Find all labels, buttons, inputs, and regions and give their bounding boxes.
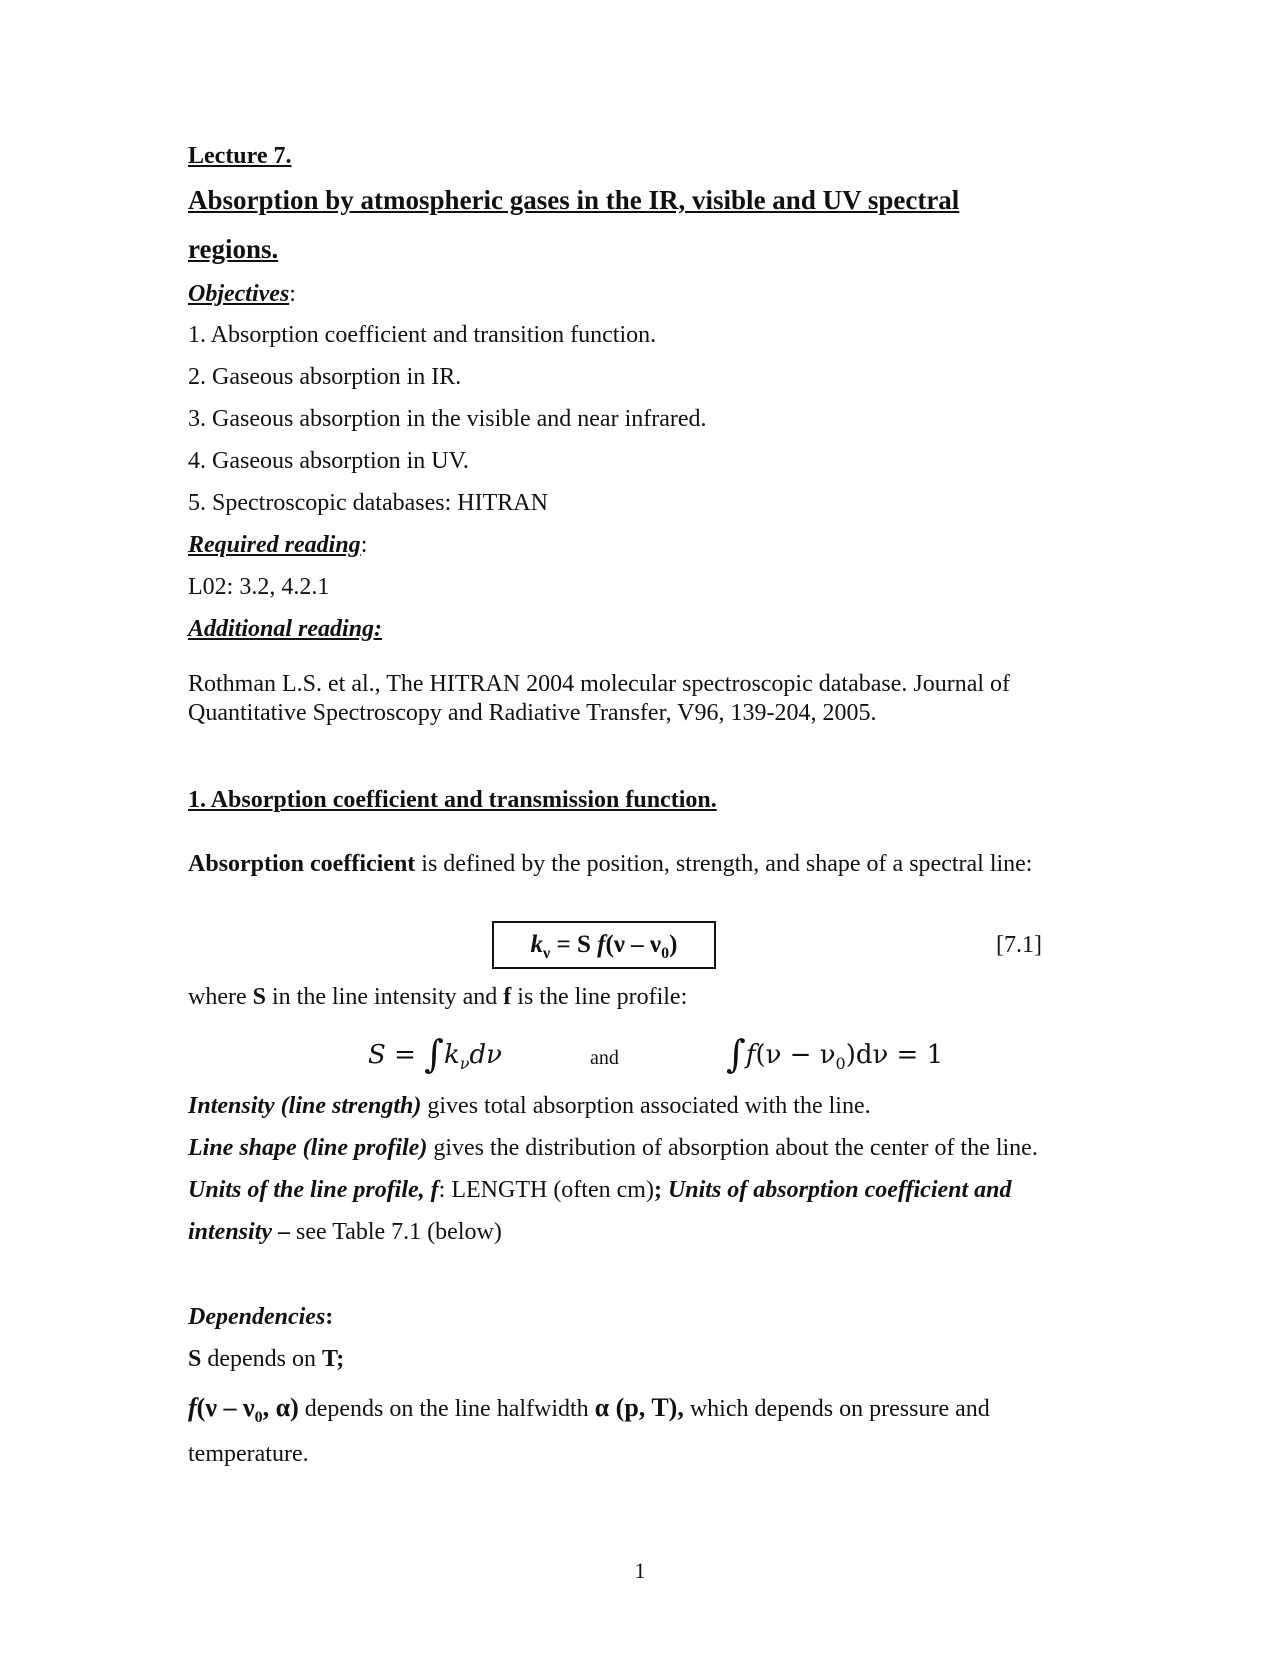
- units-rest-2: see Table 7.1 (below): [290, 1219, 502, 1245]
- units-semicolon: ;: [653, 1177, 662, 1203]
- additional-reading-text: Rothman L.S. et al., The HITRAN 2004 molecular spectroscopic database. Journal of Quantitative Spectroscopy and Radiative Transfer, V96, 139-204, 2005.: [188, 671, 1011, 726]
- eq-arg: (ν – ν: [605, 931, 662, 958]
- page-title-line2: regions.: [188, 234, 279, 264]
- intensity-line: [188, 1092, 871, 1121]
- norm-arg: (ν − ν: [755, 1040, 836, 1070]
- equation-and: and: [590, 1047, 619, 1069]
- eqS-sub: ν: [459, 1054, 470, 1074]
- objective-item: 5. Spectroscopic databases: HITRAN: [188, 490, 548, 516]
- equation-S: [368, 1032, 502, 1078]
- dependencies-colon: :: [325, 1304, 334, 1330]
- intensity-term-2: intensity: [188, 1219, 273, 1245]
- eqS-k: k: [443, 1040, 460, 1070]
- page-title-line1: Absorption by atmospheric gases in the IR, visible and UV spectral: [188, 185, 960, 215]
- equation-7-1: [492, 921, 716, 969]
- page-number: 1: [634, 1558, 646, 1583]
- absorption-definition: [188, 850, 1032, 879]
- units-term-1: Units of the line profile, f: [188, 1177, 439, 1203]
- objective-item: 1. Absorption coefficient and transition function.: [188, 322, 657, 348]
- additional-reading-heading: Additional reading:: [188, 616, 383, 642]
- integral-icon: ∫: [726, 1032, 746, 1076]
- units-rest-1: : LENGTH (often cm): [438, 1177, 654, 1203]
- eq-k-sub: ν: [543, 945, 551, 962]
- f-rest: which depends on pressure and: [683, 1396, 990, 1422]
- where-p2: in the line intensity and: [266, 984, 504, 1010]
- f-term: f: [188, 1393, 197, 1422]
- units-dash: –: [272, 1219, 291, 1245]
- eq-arg-sub: 0: [661, 945, 670, 962]
- objectives-heading: Objectives: [188, 281, 290, 307]
- s-term: S: [188, 1346, 202, 1372]
- eq-close: ): [669, 931, 678, 958]
- line-shape-line: [188, 1134, 1038, 1163]
- s-depends-line: [188, 1345, 344, 1374]
- dependencies-term: Dependencies: [188, 1304, 326, 1330]
- where-p3: is the line profile:: [511, 984, 688, 1010]
- equation-label: [7.1]: [996, 932, 1042, 958]
- norm-f: f: [745, 1040, 756, 1070]
- equation-normalization: [726, 1032, 943, 1078]
- units-line-2: [188, 1218, 502, 1247]
- section1-heading: 1. Absorption coefficient and transmission function.: [188, 787, 717, 813]
- intensity-term: Intensity (line strength): [188, 1093, 422, 1119]
- eq-k: k: [530, 931, 544, 958]
- units-term-2: Units of absorption coefficient and: [661, 1177, 1012, 1203]
- eq-f: f: [597, 931, 606, 958]
- required-reading-heading: Required reading: [188, 532, 361, 558]
- norm-sub: 0: [835, 1054, 846, 1074]
- f-sub: 0: [254, 1408, 263, 1426]
- objective-item: 4. Gaseous absorption in UV.: [188, 448, 469, 474]
- norm-rest: )dν = 1: [845, 1040, 944, 1070]
- objectives-heading-row: Objectives:: [188, 281, 296, 307]
- f-args: (ν – ν: [196, 1393, 255, 1422]
- f-mid: depends on the line halfwidth: [298, 1396, 595, 1422]
- alpha-term: α (p, T),: [594, 1393, 684, 1422]
- intensity-rest: gives total absorption associated with the line.: [421, 1093, 871, 1119]
- objective-item: 2. Gaseous absorption in IR.: [188, 364, 462, 390]
- absorption-coefficient-term: Absorption coefficient: [188, 851, 416, 877]
- lecture-label: Lecture 7.: [188, 143, 292, 169]
- where-S: S: [252, 984, 266, 1010]
- s-mid: depends on: [201, 1346, 323, 1372]
- where-f: f: [503, 984, 512, 1010]
- line-shape-rest: gives the distribution of absorption about the center of the line.: [427, 1135, 1038, 1161]
- absorption-definition-rest: is defined by the position, strength, and shape of a spectral line:: [415, 851, 1033, 877]
- eqS-lhs: S =: [368, 1040, 425, 1070]
- required-reading-heading-row: Required reading:: [188, 532, 368, 558]
- required-reading-text: L02: 3.2, 4.2.1: [188, 574, 330, 600]
- dependencies-heading: [188, 1303, 333, 1332]
- integral-icon: ∫: [424, 1032, 444, 1076]
- f-args2: , α): [262, 1393, 299, 1422]
- units-line-1: [188, 1176, 1012, 1205]
- line-shape-term: Line shape (line profile): [188, 1135, 428, 1161]
- objective-item: 3. Gaseous absorption in the visible and near infrared.: [188, 406, 707, 432]
- f-depends-line: [188, 1392, 990, 1427]
- eq-rhs: = S: [550, 931, 598, 958]
- where-line: [188, 983, 687, 1012]
- temperature-line: temperature.: [188, 1441, 309, 1467]
- t-term: T;: [322, 1346, 345, 1372]
- where-p1: where: [188, 984, 253, 1010]
- eqS-dv: dν: [469, 1040, 502, 1070]
